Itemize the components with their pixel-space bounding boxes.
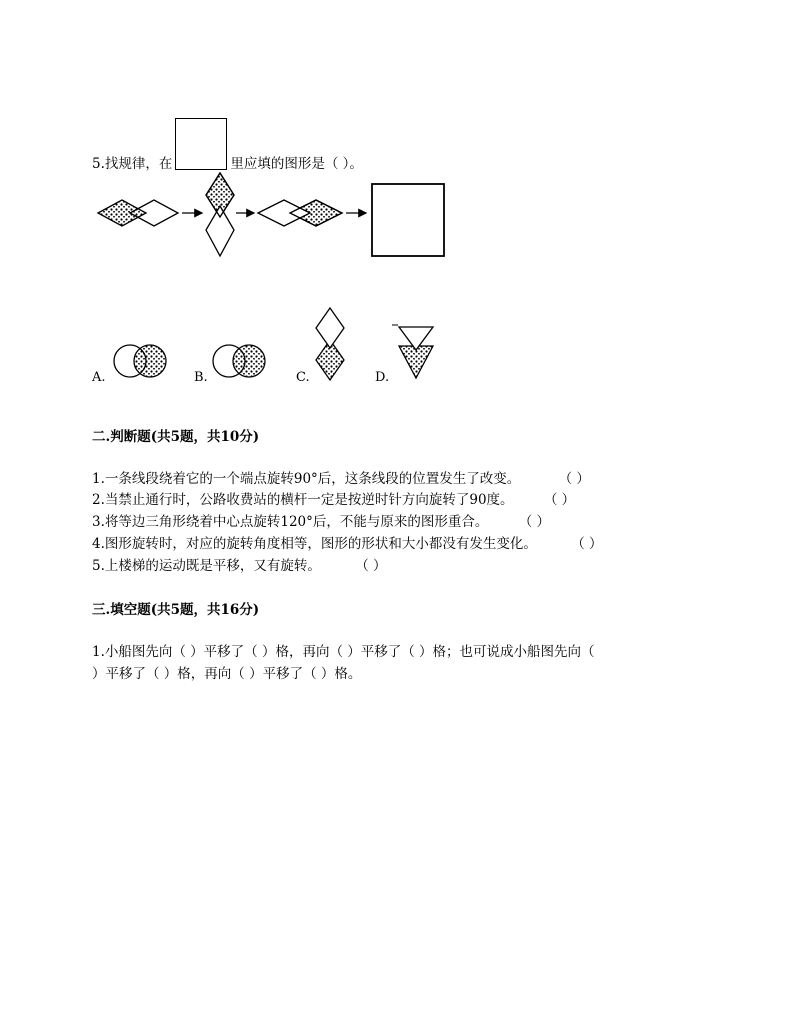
sequence-figure-3 — [258, 200, 342, 226]
answer-box — [175, 118, 227, 170]
fill-item-1-line-1: 1.小船图先向（ ）平移了（ ）格，再向（ ）平移了（ ）格；也可说成小船图先向（ — [92, 644, 595, 660]
option-b-label: B. — [194, 370, 208, 385]
section-3-title: 三.填空题(共5题，共16分) — [92, 602, 260, 618]
section-2-title: 二.判断题(共5题，共10分) — [92, 429, 260, 445]
option-a-label: A. — [92, 370, 106, 385]
judgment-item-2-answer[interactable]: （ ） — [543, 492, 576, 508]
question-5-suffix: 里应填的图形是（ ）。 — [230, 156, 363, 172]
sequence-figure-1 — [98, 200, 178, 226]
empty-answer-square — [372, 184, 444, 256]
question-5-prefix: 5.找规律，在 — [92, 156, 173, 172]
option-d-label: D. — [375, 370, 390, 385]
sequence-figure-2 — [206, 173, 234, 256]
judgment-item-4-text: 4.图形旋转时，对应的旋转角度相等，图形的形状和大小都没有发生变化。 — [92, 536, 537, 552]
fill-item-1-line-2: ）平移了（ ）格，再向（ ）平移了（ ）格。 — [92, 666, 362, 682]
answer-options-figure — [90, 300, 450, 390]
judgment-item-2 — [92, 488, 575, 508]
judgment-item-3-text: 3.将等边三角形绕着中心点旋转120°后，不能与原来的图形重合。 — [92, 514, 489, 530]
judgment-item-4-answer[interactable]: （ ） — [571, 536, 603, 552]
option-c[interactable] — [296, 308, 344, 385]
judgment-item-1-answer[interactable]: （ ） — [558, 471, 590, 487]
judgment-item-4 — [92, 532, 602, 552]
pattern-sequence-figure — [90, 168, 460, 268]
judgment-item-5-text: 5.上楼梯的运动既是平移，又有旋转。 — [92, 558, 321, 574]
judgment-item-5-answer[interactable]: （ ） — [355, 558, 387, 574]
option-b[interactable] — [194, 345, 265, 385]
option-d[interactable] — [375, 325, 433, 385]
judgment-item-2-text: 2.当禁止通行时，公路收费站的横杆一定是按逆时针方向旋转了90度。 — [92, 492, 514, 508]
option-a[interactable] — [91, 345, 166, 385]
judgment-item-1 — [92, 467, 590, 487]
option-c-label: C. — [296, 370, 310, 385]
judgment-item-5 — [92, 554, 386, 574]
judgment-item-3 — [92, 510, 550, 530]
judgment-item-3-answer[interactable]: （ ） — [518, 514, 550, 530]
judgment-item-1-text: 1.一条线段绕着它的一个端点旋转90°后，这条线段的位置发生了改变。 — [92, 471, 521, 487]
